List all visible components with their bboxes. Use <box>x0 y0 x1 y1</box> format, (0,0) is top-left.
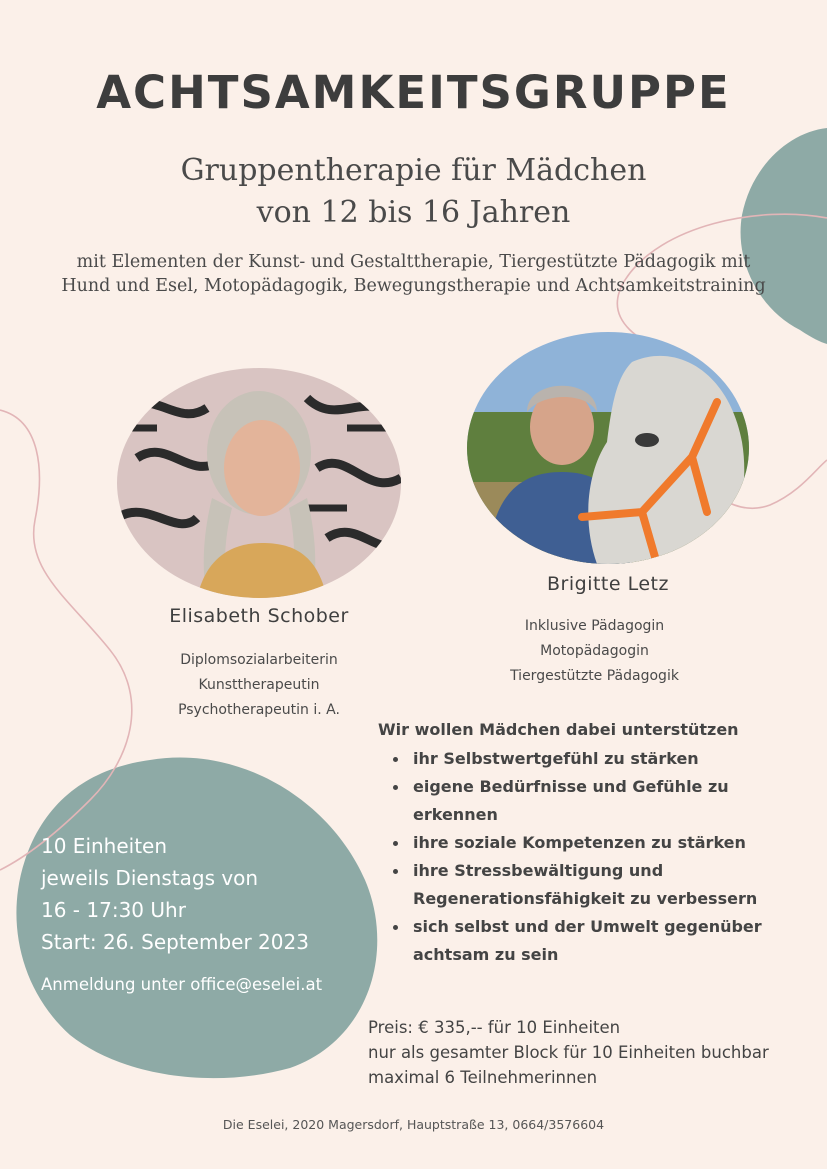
therapist-name: Elisabeth Schober <box>169 605 349 627</box>
goals-intro: Wir wollen Mädchen dabei unterstützen <box>378 720 739 739</box>
schedule-units: 10 Einheiten <box>41 834 168 858</box>
schedule-weekday: jeweils Dienstags von <box>41 866 259 890</box>
role-item: Psychotherapeutin i. A. <box>178 702 340 718</box>
role-item: Inklusive Pädagogin <box>524 618 665 634</box>
role-item: Kunsttherapeutin <box>198 677 320 693</box>
photo-elisabeth-schober <box>117 368 401 598</box>
therapist-roles <box>467 614 722 689</box>
goal-item: ihr Selbstwertgefühl zu stärken <box>378 745 798 773</box>
therapist-roles <box>117 648 401 723</box>
goal-item: sich selbst und der Umwelt gegenüber achtsam zu sein <box>378 913 798 969</box>
registration-info: Anmeldung unter office@eselei.at <box>41 975 323 994</box>
page-title: ACHTSAMKEITSGRUPPE <box>96 66 731 119</box>
subtitle <box>0 150 827 234</box>
schedule-start: Start: 26. September 2023 <box>41 930 309 954</box>
goals-list <box>378 745 798 969</box>
elements-line: Hund und Esel, Motopädagogik, Bewegungstherapie und Achtsamkeitstraining <box>61 276 766 296</box>
elements-line: mit Elementen der Kunst- und Gestalttherapie, Tiergestützte Pädagogik mit <box>76 252 751 272</box>
footer-address: Die Eselei, 2020 Magersdorf, Hauptstraße 13, 0664/3576604 <box>222 1117 605 1132</box>
price-line: Preis: € 335,-- für 10 Einheiten <box>368 1018 621 1037</box>
subtitle-line: von 12 bis 16 Jahren <box>256 195 571 230</box>
goal-item: ihre soziale Kompetenzen zu stärken <box>378 829 798 857</box>
photo-brigitte-letz <box>467 332 749 564</box>
subtitle-line: Gruppentherapie für Mädchen <box>180 153 647 188</box>
role-item: Tiergestützte Pädagogik <box>510 668 679 684</box>
goal-item: eigene Bedürfnisse und Gefühle zu erkennen <box>378 773 798 829</box>
price-line: nur als gesamter Block für 10 Einheiten buchbar <box>368 1043 769 1062</box>
schedule-time: 16 - 17:30 Uhr <box>41 898 186 922</box>
schedule-info <box>41 830 309 958</box>
goal-item: ihre Stressbewältigung und Regenerationsfähigkeit zu verbessern <box>378 857 798 913</box>
therapy-elements <box>20 250 807 298</box>
role-item: Diplomsozialarbeiterin <box>180 652 338 668</box>
role-item: Motopädagogin <box>540 643 649 659</box>
price-line: maximal 6 Teilnehmerinnen <box>368 1068 598 1087</box>
therapist-name: Brigitte Letz <box>547 573 669 595</box>
goals-section <box>378 717 798 969</box>
price-info <box>368 1015 769 1090</box>
